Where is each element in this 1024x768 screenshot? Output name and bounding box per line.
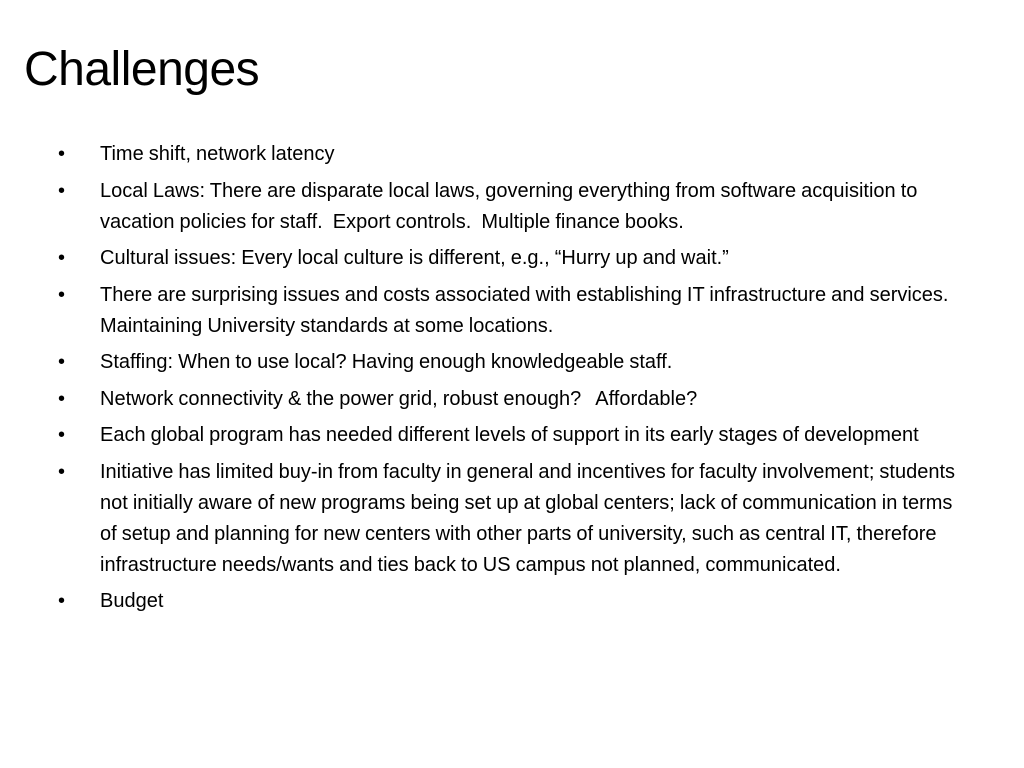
bullet-dot-icon: • xyxy=(58,283,66,306)
bullet-text: Time shift, network latency xyxy=(100,143,335,165)
bullet-item xyxy=(54,139,964,170)
bullet-item xyxy=(54,420,964,451)
bullet-text: Cultural issues: Every local culture is different, e.g., “Hurry up and wait.” xyxy=(100,247,729,269)
bullet-text: There are surprising issues and costs associated with establishing IT infrastructure and services. Maintaining University standards at some locations. xyxy=(100,283,954,337)
bullet-text: Each global program has needed different levels of support in its early stages of development xyxy=(100,424,919,446)
bullet-text: Local Laws: There are disparate local laws, governing everything from software acquisition to vacation policies for staff. Export controls. Multiple finance books. xyxy=(100,179,923,233)
bullet-item xyxy=(54,586,964,617)
bullet-text: Initiative has limited buy-in from faculty in general and incentives for faculty involvement; students not initially aware of new programs being set up at global centers; lack of communication in terms of setup and planning for new centers with other parts of university, such as central IT, therefore infrastructure needs/wants and ties back to US campus not planned, communicated. xyxy=(100,460,961,576)
bullet-dot-icon: • xyxy=(58,387,66,410)
bullet-item xyxy=(54,457,964,581)
bullet-list xyxy=(54,139,964,623)
bullet-item xyxy=(54,176,964,238)
slide-title: Challenges xyxy=(24,43,260,96)
bullet-dot-icon: • xyxy=(58,424,66,446)
bullet-item xyxy=(54,243,964,274)
bullet-dot-icon: • xyxy=(58,590,66,612)
bullet-dot-icon: • xyxy=(58,460,66,483)
bullet-item xyxy=(54,280,964,342)
bullet-text: Network connectivity & the power grid, robust enough? Affordable? xyxy=(100,387,698,410)
bullet-dot-icon: • xyxy=(58,247,66,269)
bullet-dot-icon: • xyxy=(58,351,66,373)
bullet-item xyxy=(54,384,964,415)
bullet-text: Staffing: When to use local? Having enough knowledgeable staff. xyxy=(100,351,673,373)
bullet-dot-icon: • xyxy=(58,179,66,202)
bullet-text: Budget xyxy=(100,590,164,612)
bullet-dot-icon: • xyxy=(58,143,66,165)
bullet-item xyxy=(54,347,964,378)
